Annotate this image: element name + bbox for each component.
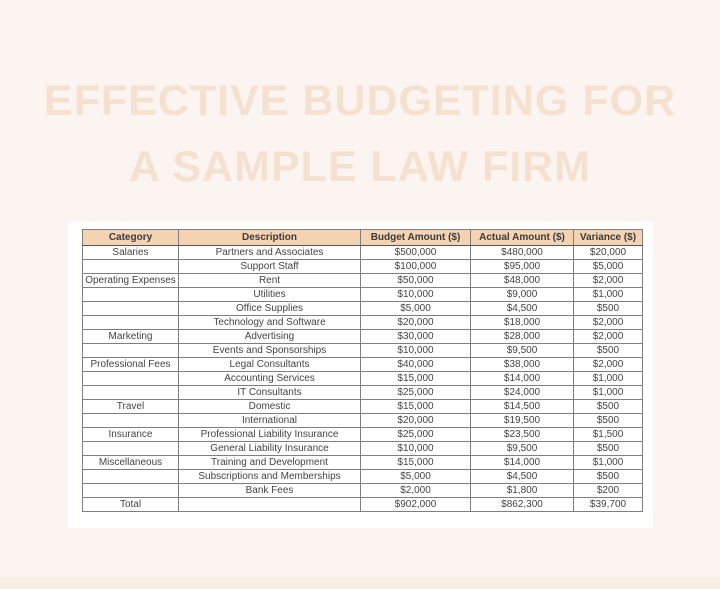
cell-category: Miscellaneous (83, 456, 179, 470)
cell-budget: $30,000 (361, 330, 471, 344)
table-row (83, 344, 643, 358)
cell-category (83, 316, 179, 330)
cell-variance: $1,000 (574, 288, 643, 302)
cell-description: Utilities (179, 288, 361, 302)
cell-category (83, 442, 179, 456)
cell-variance: $2,000 (574, 358, 643, 372)
table-row (83, 246, 643, 260)
cell-variance: $2,000 (574, 316, 643, 330)
table-row (83, 288, 643, 302)
table-row (83, 442, 643, 456)
cell-category (83, 288, 179, 302)
cell-actual: $18,000 (471, 316, 574, 330)
cell-actual: $38,000 (471, 358, 574, 372)
cell-actual: $1,800 (471, 484, 574, 498)
page-title-line-1: EFFECTIVE BUDGETING FOR (43, 77, 677, 125)
cell-variance: $500 (574, 344, 643, 358)
cell-actual: $28,000 (471, 330, 574, 344)
header-category: Category (83, 230, 179, 246)
cell-description: IT Consultants (179, 386, 361, 400)
table-row (83, 358, 643, 372)
cell-description: General Liability Insurance (179, 442, 361, 456)
cell-variance: $39,700 (574, 498, 643, 512)
cell-variance: $1,000 (574, 386, 643, 400)
cell-description: Accounting Services (179, 372, 361, 386)
table-row (83, 330, 643, 344)
cell-description: Rent (179, 274, 361, 288)
cell-variance: $500 (574, 400, 643, 414)
cell-budget: $50,000 (361, 274, 471, 288)
cell-description: Events and Sponsorships (179, 344, 361, 358)
table-row (83, 456, 643, 470)
cell-variance: $500 (574, 302, 643, 316)
cell-variance: $200 (574, 484, 643, 498)
cell-description (179, 498, 361, 512)
cell-budget: $5,000 (361, 470, 471, 484)
cell-variance: $1,000 (574, 456, 643, 470)
cell-category (83, 260, 179, 274)
cell-description: Office Supplies (179, 302, 361, 316)
table-row (83, 274, 643, 288)
cell-category: Operating Expenses (83, 274, 179, 288)
cell-variance: $20,000 (574, 246, 643, 260)
cell-category (83, 302, 179, 316)
cell-actual: $4,500 (471, 302, 574, 316)
cell-actual: $14,000 (471, 456, 574, 470)
cell-variance: $5,000 (574, 260, 643, 274)
bottom-strip-decoration (0, 577, 720, 589)
cell-category: Travel (83, 400, 179, 414)
table-row (83, 302, 643, 316)
cell-actual: $4,500 (471, 470, 574, 484)
table-row (83, 414, 643, 428)
cell-actual: $14,500 (471, 400, 574, 414)
cell-category: Professional Fees (83, 358, 179, 372)
cell-variance: $2,000 (574, 330, 643, 344)
cell-variance: $1,000 (574, 372, 643, 386)
cell-actual: $862,300 (471, 498, 574, 512)
cell-description: International (179, 414, 361, 428)
cell-category: Insurance (83, 428, 179, 442)
cell-variance: $500 (574, 414, 643, 428)
cell-description: Training and Development (179, 456, 361, 470)
cell-category (83, 484, 179, 498)
cell-variance: $2,000 (574, 274, 643, 288)
cell-description: Professional Liability Insurance (179, 428, 361, 442)
header-actual-amount: Actual Amount ($) (471, 230, 574, 246)
cell-actual: $9,000 (471, 288, 574, 302)
cell-actual: $19,500 (471, 414, 574, 428)
cell-actual: $480,000 (471, 246, 574, 260)
cell-category (83, 344, 179, 358)
table-row (83, 372, 643, 386)
cell-actual: $9,500 (471, 344, 574, 358)
cell-actual: $48,000 (471, 274, 574, 288)
cell-description: Partners and Associates (179, 246, 361, 260)
cell-budget: $10,000 (361, 344, 471, 358)
cell-description: Subscriptions and Memberships (179, 470, 361, 484)
cell-budget: $15,000 (361, 372, 471, 386)
table-row (83, 470, 643, 484)
cell-actual: $23,500 (471, 428, 574, 442)
cell-category: Salaries (83, 246, 179, 260)
cell-category (83, 386, 179, 400)
table-total-row (83, 498, 643, 512)
cell-variance: $1,500 (574, 428, 643, 442)
cell-category (83, 372, 179, 386)
cell-variance: $500 (574, 442, 643, 456)
cell-description: Advertising (179, 330, 361, 344)
budget-table (82, 229, 643, 512)
cell-budget: $902,000 (361, 498, 471, 512)
cell-actual: $14,000 (471, 372, 574, 386)
cell-description: Bank Fees (179, 484, 361, 498)
cell-description: Legal Consultants (179, 358, 361, 372)
table-row (83, 316, 643, 330)
cell-category (83, 414, 179, 428)
cell-budget: $20,000 (361, 414, 471, 428)
cell-budget: $10,000 (361, 288, 471, 302)
cell-budget: $15,000 (361, 400, 471, 414)
cell-category: Total (83, 498, 179, 512)
cell-budget: $25,000 (361, 428, 471, 442)
cell-category: Marketing (83, 330, 179, 344)
cell-description: Domestic (179, 400, 361, 414)
table-row (83, 386, 643, 400)
page-title-line-2: A SAMPLE LAW FIRM (128, 143, 592, 191)
cell-description: Technology and Software (179, 316, 361, 330)
cell-budget: $100,000 (361, 260, 471, 274)
table-row (83, 260, 643, 274)
table-row (83, 484, 643, 498)
table-row (83, 400, 643, 414)
cell-variance: $500 (574, 470, 643, 484)
cell-budget: $40,000 (361, 358, 471, 372)
cell-budget: $25,000 (361, 386, 471, 400)
cell-actual: $24,000 (471, 386, 574, 400)
header-variance: Variance ($) (574, 230, 643, 246)
cell-budget: $20,000 (361, 316, 471, 330)
page-title (0, 68, 720, 200)
cell-budget: $5,000 (361, 302, 471, 316)
table-panel (68, 222, 653, 528)
cell-category (83, 470, 179, 484)
cell-actual: $95,000 (471, 260, 574, 274)
cell-budget: $15,000 (361, 456, 471, 470)
cell-budget: $2,000 (361, 484, 471, 498)
cell-description: Support Staff (179, 260, 361, 274)
header-description: Description (179, 230, 361, 246)
cell-budget: $500,000 (361, 246, 471, 260)
table-header-row (83, 230, 643, 246)
cell-actual: $9,500 (471, 442, 574, 456)
header-budget-amount: Budget Amount ($) (361, 230, 471, 246)
table-row (83, 428, 643, 442)
cell-budget: $10,000 (361, 442, 471, 456)
